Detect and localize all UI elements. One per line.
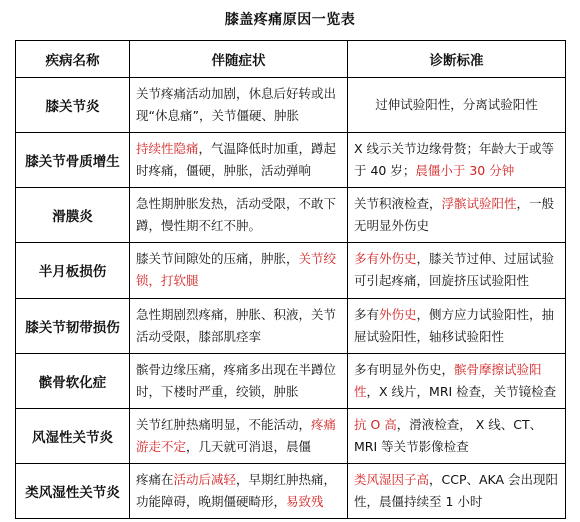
table-row (16, 133, 566, 188)
cell-text: 髌骨边缘压痛，疼痛多出现在半蹲位时，下楼时严重，绞锁，肿胀 (136, 361, 337, 399)
cell-text: ，CCP、AKA 会出现阳性，晨僵持续至 1 小时 (354, 471, 559, 509)
disease-name: 风湿性关节炎 (16, 408, 130, 463)
cell-text: 多有 (354, 306, 380, 322)
symptoms-cell (130, 188, 348, 243)
symptoms-cell (130, 463, 348, 518)
cell-text: 关节积液检查， (354, 196, 442, 212)
cell-text: 急性期肿胀发热，活动受限，不敢下蹲，慢性期不红不肿。 (136, 196, 337, 234)
symptoms-cell (130, 133, 348, 188)
table-header-row (16, 41, 566, 78)
diagnosis-cell (348, 353, 566, 408)
symptoms-cell (130, 353, 348, 408)
highlighted-text: 浮髌试验阳性 (441, 196, 517, 212)
highlighted-text: 活动后减轻 (173, 471, 237, 487)
highlighted-text: 类风湿因子高 (354, 471, 430, 487)
disease-name: 膝关节韧带损伤 (16, 298, 130, 353)
page-title: 膝盖疼痛原因一览表 (224, 12, 356, 28)
knee-pain-table (15, 40, 566, 519)
highlighted-text: 持续性隐痛 (136, 141, 199, 157)
table-row (16, 463, 566, 518)
highlighted-text: 外伤史 (379, 306, 417, 322)
disease-name: 半月板损伤 (16, 243, 130, 298)
cell-text: ，侧方应力试验阳性，抽屉试验阳性，轴移试验阳性 (354, 306, 555, 344)
cell-text: 关节红肿热痛明显，不能活动， (136, 416, 312, 432)
table-row (16, 408, 566, 463)
cell-text: ，膝关节过伸、过屈试验可引起疼痛，回旋挤压试验阳性 (354, 251, 555, 289)
cell-text: 过伸试验阳性，分离试验阳性 (375, 97, 538, 113)
diagnosis-cell (348, 78, 566, 133)
symptoms-cell (130, 78, 348, 133)
cell-text: ，X 线片，MRI 检查，关节镜检查 (366, 383, 557, 399)
header-disease-name: 疾病名称 (16, 41, 130, 78)
diagnosis-cell (348, 298, 566, 353)
highlighted-text: 晨僵小于 30 分钟 (415, 163, 515, 179)
header-symptoms: 伴随症状 (130, 41, 348, 78)
cell-text: 多有明显外伤史， (354, 361, 455, 377)
table-row (16, 188, 566, 243)
header-diagnosis: 诊断标准 (348, 41, 566, 78)
diagnosis-cell (348, 188, 566, 243)
table-row (16, 243, 566, 298)
disease-name: 髌骨软化症 (16, 353, 130, 408)
highlighted-text: 多有外伤史 (354, 251, 417, 267)
highlighted-text: 关节绞锁，打软腿 (136, 251, 337, 289)
cell-text: 关节疼痛活动加剧，休息后好转或出现“休息痛”，关节僵硬、肿胀 (136, 86, 337, 124)
diagnosis-cell (348, 463, 566, 518)
symptoms-cell (130, 243, 348, 298)
cell-text: ，气温降低时加重，蹲起时疼痛，僵硬，肿胀，活动弹响 (136, 141, 337, 179)
cell-text: ，一般无明显外伤史 (354, 196, 555, 234)
cell-text: 膝关节间隙处的压痛，肿胀， (136, 251, 299, 267)
diagnosis-cell (348, 133, 566, 188)
disease-name: 类风湿性关节炎 (16, 463, 130, 518)
highlighted-text: 易致残 (286, 493, 324, 509)
highlighted-text: 抗 O 高 (354, 416, 397, 432)
disease-name: 膝关节骨质增生 (16, 133, 130, 188)
disease-name: 滑膜炎 (16, 188, 130, 243)
diagnosis-cell (348, 243, 566, 298)
highlighted-text: 髌骨摩擦试验阳性 (354, 361, 542, 399)
table-row (16, 353, 566, 408)
highlighted-text: 疼痛游走不定 (136, 416, 337, 454)
table-row (16, 78, 566, 133)
cell-text: ，早期红肿热痛，功能障碍，晚期僵硬畸形， (136, 471, 337, 509)
cell-text: 急性期剧烈疼痛，肿胀、积液，关节活动受限，膝部肌痉挛 (136, 306, 337, 344)
symptoms-cell (130, 298, 348, 353)
cell-text: ，几天就可消退，晨僵 (186, 438, 312, 454)
table-row (16, 298, 566, 353)
cell-text: 疼痛在 (136, 471, 174, 487)
cell-text: X 线示关节边缘骨赘；年龄大于或等于 40 岁； (354, 141, 555, 179)
cell-text: ，滑液检查， X 线、CT、MRI 等关节影像检查 (354, 416, 543, 454)
disease-name: 膝关节炎 (16, 78, 130, 133)
symptoms-cell (130, 408, 348, 463)
diagnosis-cell (348, 408, 566, 463)
